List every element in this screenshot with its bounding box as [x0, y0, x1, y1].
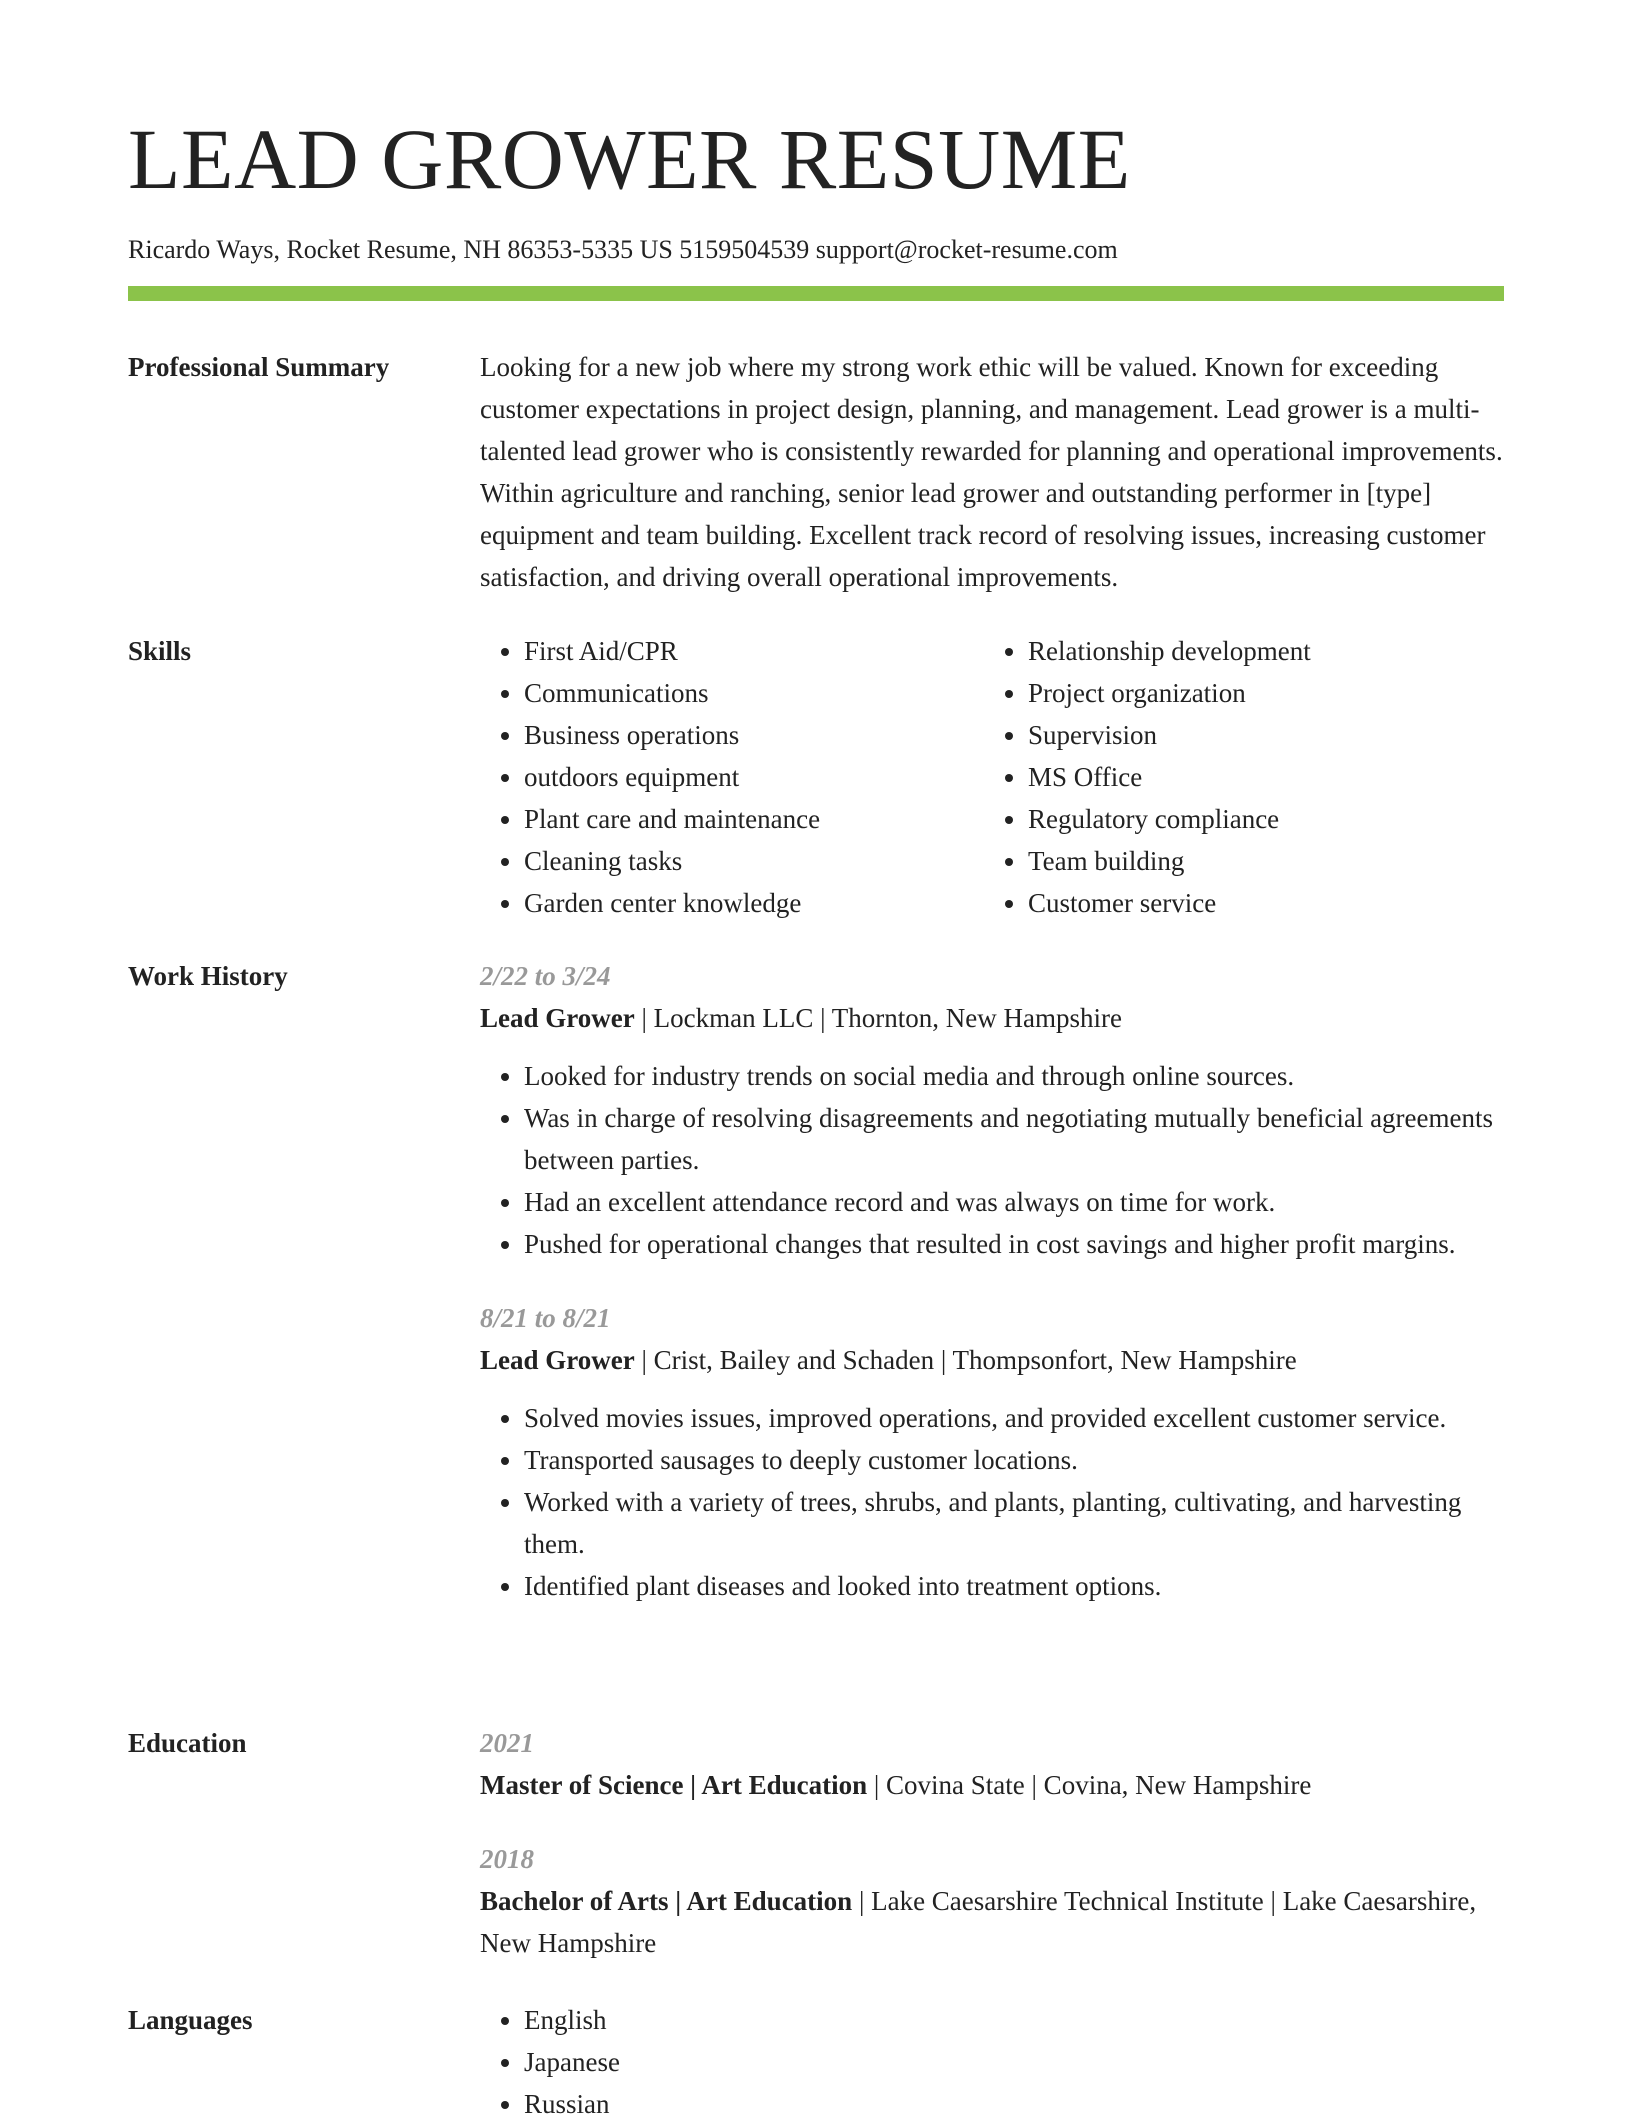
skills-column-left — [480, 630, 984, 924]
education-details: | Covina State | Covina, New Hampshire — [867, 1770, 1312, 1800]
job-bullet: • Pushed for operational changes that resulted in cost savings and higher profit margins. — [524, 1223, 1504, 1265]
job-title: Lead Grower — [480, 1345, 635, 1375]
skill-item: • Regulatory compliance — [1028, 798, 1548, 840]
skill-item: • Communications — [524, 672, 984, 714]
summary-heading: Professional Summary — [128, 352, 390, 382]
skill-item: • Garden center knowledge — [524, 882, 984, 924]
resume-title: LEAD GROWER RESUME — [128, 111, 1131, 207]
languages-heading: Languages — [128, 2005, 253, 2035]
language-item: • Russian — [524, 2083, 1504, 2125]
job-bullet: • Solved movies issues, improved operations, and provided excellent customer service. — [524, 1397, 1504, 1439]
job-bullet: • Worked with a variety of trees, shrubs, and plants, planting, cultivating, and harvesting them. — [524, 1481, 1504, 1565]
education-degree: Master of Science | Art Education — [480, 1770, 868, 1800]
contact-line: Ricardo Ways, Rocket Resume, NH 86353-5335 US 5159504539 support@rocket-resume.com — [128, 235, 1118, 264]
job-bullets — [480, 1397, 1504, 1607]
job-dates: 2/22 to 3/24 — [480, 961, 611, 991]
skills-heading: Skills — [128, 636, 192, 666]
job-bullet: • Had an excellent attendance record and was always on time for work. — [524, 1181, 1504, 1223]
job-role-line — [480, 997, 1504, 1039]
work-history-body — [480, 955, 1504, 1607]
languages-body — [480, 1999, 1504, 2125]
job-bullet: • Identified plant diseases and looked into treatment options. — [524, 1565, 1504, 1607]
skill-item: • Business operations — [524, 714, 984, 756]
skill-item: • First Aid/CPR — [524, 630, 984, 672]
skill-item: • Customer service — [1028, 882, 1548, 924]
education-entry — [480, 1838, 1504, 1964]
education-degree: Bachelor of Arts | Art Education — [480, 1886, 853, 1916]
summary-text: Looking for a new job where my strong work ethic will be valued. Known for exceeding customer expectations in project design, planning, and management. Lead grower is a multi-talented lead grower who is consistently rewarded for planning and operational improvements. Within agriculture and ranching, senior lead grower and outstanding performer in [type] equipment and team building. Excellent track record of resolving issues, increasing customer satisfaction, and driving overall operational improvements. — [480, 352, 1503, 592]
skills-list — [480, 630, 1504, 924]
education-year: 2021 — [480, 1728, 534, 1758]
job-entry — [480, 1297, 1504, 1607]
education-entry — [480, 1722, 1504, 1806]
job-bullet: • Transported sausages to deeply customer locations. — [524, 1439, 1504, 1481]
skill-item: • outdoors equipment — [524, 756, 984, 798]
education-heading: Education — [128, 1728, 247, 1758]
education-body — [480, 1722, 1504, 1964]
education-degree-line — [480, 1764, 1504, 1806]
job-bullet: • Looked for industry trends on social media and through online sources. — [524, 1055, 1504, 1097]
skill-item: • MS Office — [1028, 756, 1548, 798]
summary-body — [480, 346, 1504, 598]
job-dates: 8/21 to 8/21 — [480, 1303, 611, 1333]
accent-divider — [128, 286, 1504, 301]
work-history-heading: Work History — [128, 961, 288, 991]
skill-item: • Relationship development — [1028, 630, 1548, 672]
job-details: | Lockman LLC | Thornton, New Hampshire — [634, 1003, 1122, 1033]
languages-list — [480, 1999, 1504, 2125]
education-year: 2018 — [480, 1844, 534, 1874]
skill-item: • Supervision — [1028, 714, 1548, 756]
job-title: Lead Grower — [480, 1003, 635, 1033]
job-details: | Crist, Bailey and Schaden | Thompsonfort, New Hampshire — [634, 1345, 1297, 1375]
education-degree-line — [480, 1880, 1504, 1964]
skill-item: • Project organization — [1028, 672, 1548, 714]
job-entry — [480, 955, 1504, 1265]
skill-item: • Team building — [1028, 840, 1548, 882]
language-item: • English — [524, 1999, 1504, 2041]
language-item: • Japanese — [524, 2041, 1504, 2083]
job-bullet: • Was in charge of resolving disagreements and negotiating mutually beneficial agreements between parties. — [524, 1097, 1504, 1181]
skill-item: • Cleaning tasks — [524, 840, 984, 882]
skills-column-right — [984, 630, 1548, 924]
job-role-line — [480, 1339, 1504, 1381]
education-details: | Lake Caesarshire Technical Institute | Lake Caesarshire, New Hampshire — [480, 1886, 1477, 1958]
skill-item: • Plant care and maintenance — [524, 798, 984, 840]
job-bullets — [480, 1055, 1504, 1265]
